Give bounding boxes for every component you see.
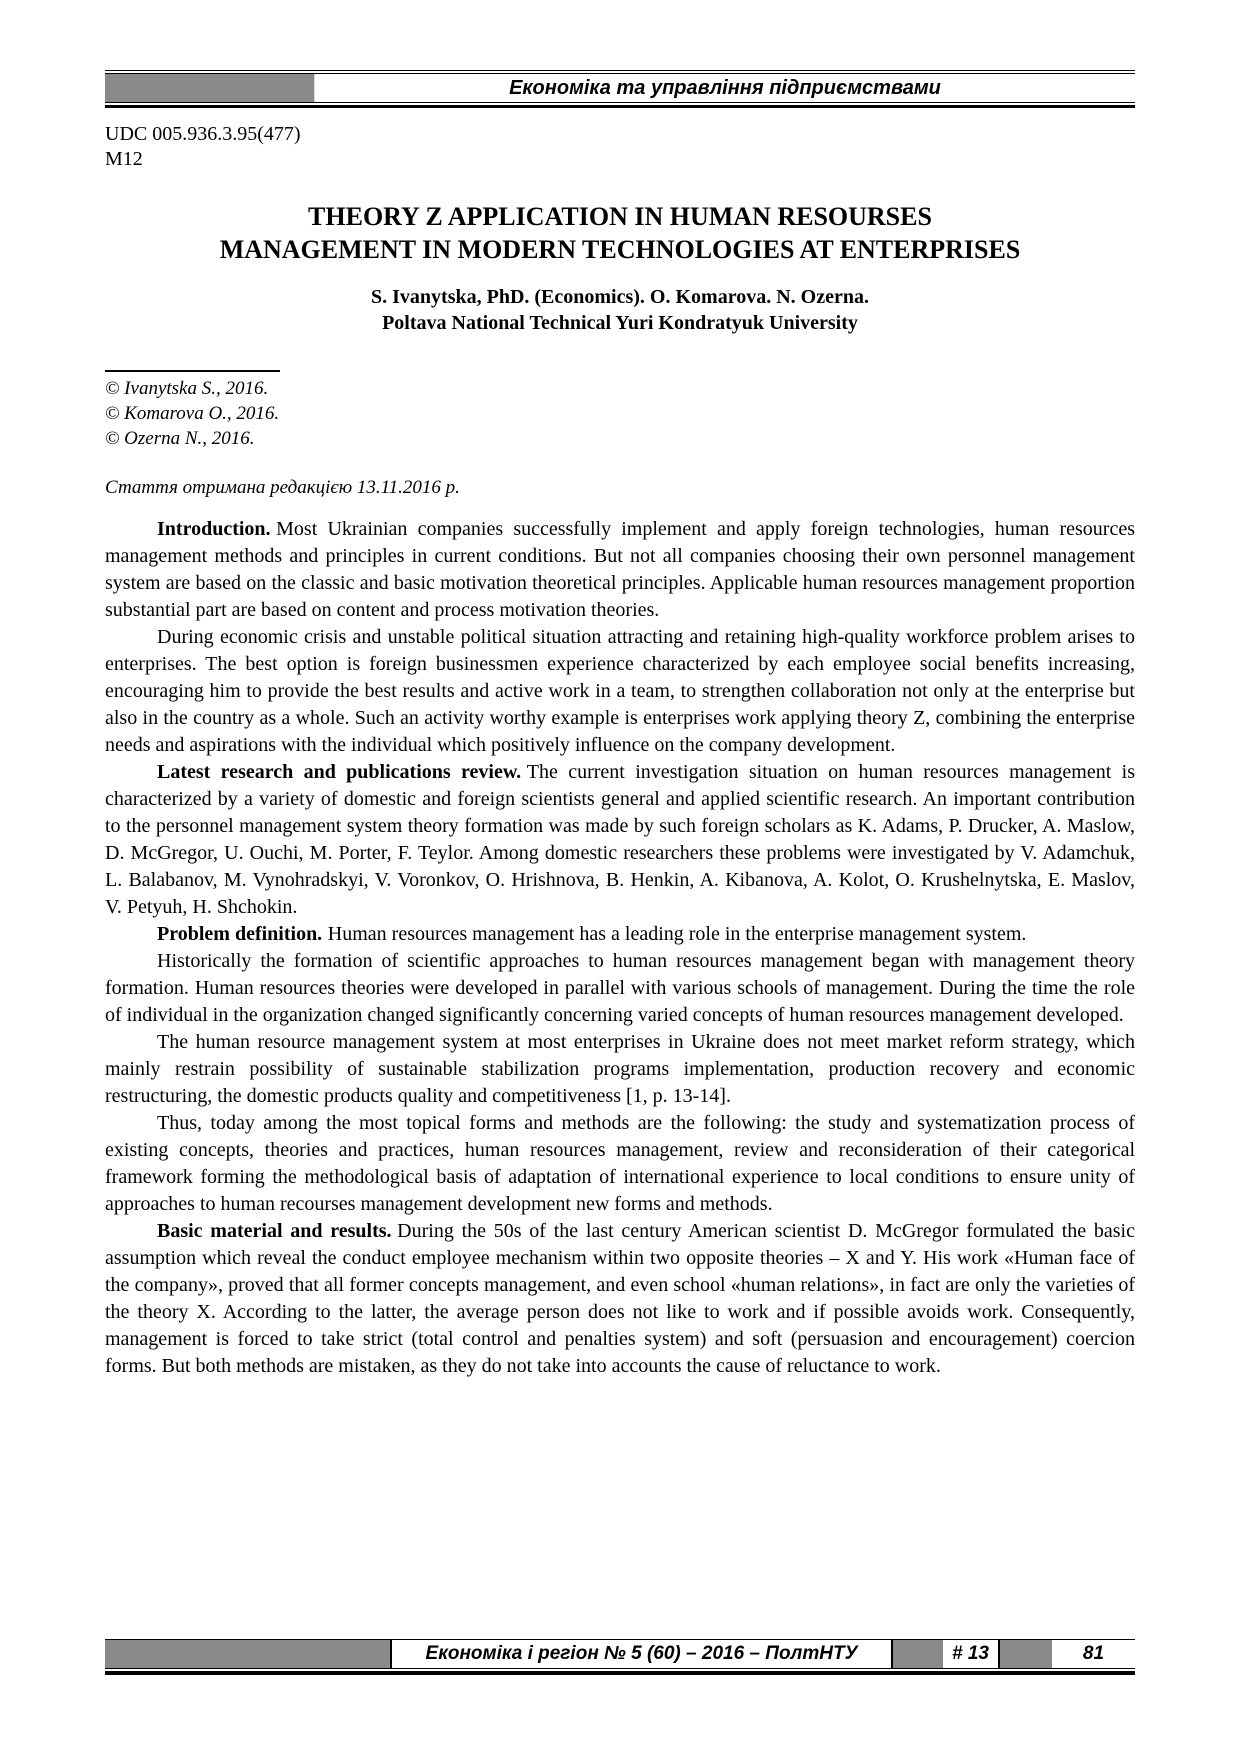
paragraph-text: Human resources management has a leading role in the enterprise management system. xyxy=(327,923,1027,945)
paragraph-problem-definition xyxy=(105,921,1135,948)
footer-page-number: 81 xyxy=(1052,1640,1135,1668)
page-header xyxy=(0,0,1240,108)
journal-section-title: Економіка та управління підприємствами xyxy=(315,74,1135,102)
section-lead: Problem definition. xyxy=(157,923,323,945)
footer-gray-block xyxy=(105,1640,390,1668)
paragraph-basic-material xyxy=(105,1218,1135,1380)
paragraph xyxy=(105,948,1135,1029)
header-gray-block xyxy=(105,74,315,102)
paper-title-line1: THEORY Z APPLICATION IN HUMAN RESOURSES xyxy=(308,202,932,231)
paragraph-text: During the 50s of the last century American scientist D. McGregor formulated the basic assumption which reveal the conduct employee mechanism within two opposite theories – X and Y. His work «Human face of the company», proved that all former concepts management, and even school «human relations», in fact are only the varieties of the theory X. According to the latter, the average person does not like to work and if possible avoids work. Consequently, management is forced to take strict (total control and penalties system) and soft (persuasion and encouragement) coercion forms. But both methods are mistaken, as they do not take into accounts the cause of reluctance to work. xyxy=(105,1220,1135,1377)
paragraph xyxy=(105,1110,1135,1218)
paper-title xyxy=(105,200,1135,266)
udc-code: UDC 005.936.3.95(477) xyxy=(105,123,301,145)
footer-journal-reference: Економіка і регіон № 5 (60) – 2016 – ПолтНТУ xyxy=(390,1640,893,1668)
paragraph-text: During economic crisis and unstable political situation attracting and retaining high-quality workforce problem arises to enterprises. The best option is foreign businessmen experience characterized by each employee social benefits increasing, encouraging him to provide the best results and active work in a team, to strengthen collaboration not only at the enterprise but also in the country as a whole. Such an activity worthy example is enterprises work applying theory Z, combining the enterprise needs and aspirations with the individual which positively influence on the company development. xyxy=(105,626,1135,756)
paragraph-text: The human resource management system at most enterprises in Ukraine does not meet market reform strategy, which mainly restrain possibility of sustainable stabilization programs implementation, production recovery and economic restructuring, the domestic products quality and competitiveness [1, p. 13-14]. xyxy=(105,1031,1135,1107)
paragraph-text: Historically the formation of scientific approaches to human resources management began with management theory formation. Human resources theories were developed in parallel with various schools of management. During the time the role of individual in the organization changed significantly concerning varied concepts of human resources management developed. xyxy=(105,950,1135,1026)
footer-band xyxy=(105,1639,1135,1669)
page-footer xyxy=(105,1639,1135,1675)
copyright-line: © Komarova O., 2016. xyxy=(105,403,280,424)
paragraph-text: Most Ukrainian companies successfully implement and apply foreign technologies, human resources management methods and principles in current conditions. But not all companies choosing their own personnel management system are based on the classic and basic motivation theoretical principles. Applicable human resources management proportion substantial part are based on content and process motivation theories. xyxy=(105,518,1135,621)
footer-bottom-rule-thick xyxy=(105,1671,1135,1675)
copyright-line: © Ivanytska S., 2016. xyxy=(105,378,269,399)
paragraph-text: The current investigation situation on human resources management is characterized by a variety of domestic and foreign scientists general and applied scientific research. An important contribution to the personnel management system theory formation was made by such foreign scholars as K. Adams, P. Drucker, A. Maslow, D. McGregor, U. Ouchi, M. Porter, F. Teylor. Among domestic researchers these problems were investigated by V. Adamchuk, L. Balabanov, M. Vynohradskyi, V. Voronkov, O. Hrishnova, B. Henkin, A. Kibanova, A. Kolot, O. Krushelnytska, E. Maslov, V. Petyuh, H. Shchokin. xyxy=(105,761,1135,918)
header-band xyxy=(105,73,1135,103)
paragraph xyxy=(105,1029,1135,1110)
header-bottom-rule-thick xyxy=(105,105,1135,108)
section-lead: Introduction. xyxy=(157,518,271,540)
paper-title-line2: MANAGEMENT IN MODERN TECHNOLOGIES AT ENTERPRISES xyxy=(219,235,1021,264)
jel-code: М12 xyxy=(105,148,143,170)
copyright-line: © Ozerna N., 2016. xyxy=(105,428,255,449)
authors-line: S. Ivanytska, PhD. (Economics). O. Komarova. N. Ozerna. xyxy=(371,286,869,308)
copyright-rule xyxy=(105,370,280,372)
affiliation-line: Poltava National Technical Yuri Kondratyuk University xyxy=(382,312,858,334)
footer-issue-number: # 13 xyxy=(943,1640,1000,1668)
paragraph-latest-research xyxy=(105,759,1135,921)
received-date-note: Стаття отримана редакцією 13.11.2016 р. xyxy=(105,477,460,498)
paragraph xyxy=(105,624,1135,759)
footer-gray-separator xyxy=(893,1640,943,1668)
section-lead: Latest research and publications review. xyxy=(157,761,522,783)
section-lead: Basic material and results. xyxy=(157,1220,392,1242)
footer-gray-separator xyxy=(1000,1640,1052,1668)
paragraph-introduction xyxy=(105,516,1135,624)
paragraph-text: Thus, today among the most topical forms and methods are the following: the study and systematization process of existing concepts, theories and practices, human resources management, review and reconsideration of their categorical framework forming the methodological basis of adaptation of international experience to local conditions to ensure unity of approaches to human recourses management development new forms and methods. xyxy=(105,1112,1135,1215)
classification-block xyxy=(105,122,1135,172)
article-body xyxy=(105,516,1135,1380)
copyright-block xyxy=(105,370,1135,451)
